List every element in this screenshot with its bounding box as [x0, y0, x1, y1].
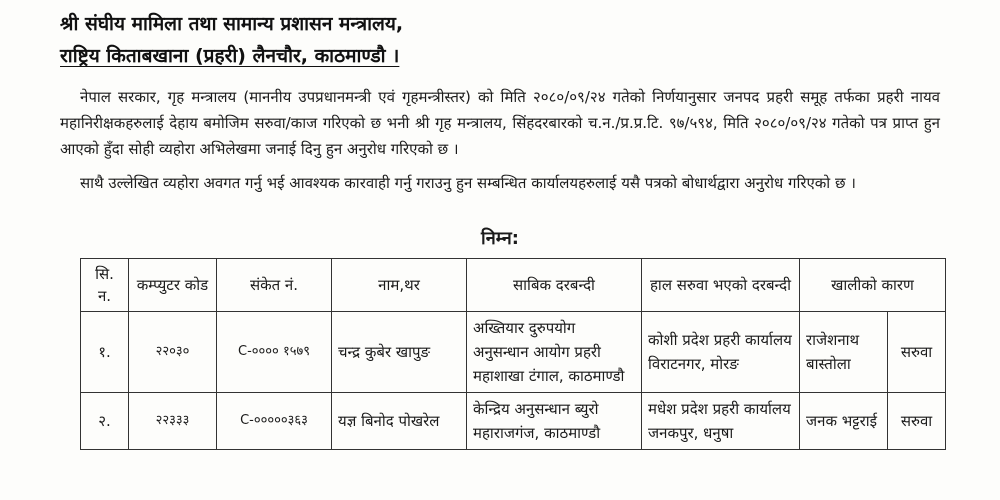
cell-computer-code: २२०३०	[129, 312, 217, 393]
header-sn: सि. न.	[81, 259, 129, 312]
header-computer-code: कम्प्युटर कोड	[129, 259, 217, 312]
header-vacancy-reason: खालीको कारण	[800, 259, 946, 312]
cell-current-transfer-post: मधेश प्रदेश प्रहरी कार्यालय जनकपुर, धनुषा	[642, 393, 800, 450]
cell-symbol-no: C-०००००३६३	[217, 393, 332, 450]
table-header-row	[81, 259, 946, 312]
header-current-transfer-post: हाल सरुवा भएको दरबन्दी	[642, 259, 800, 312]
list-heading: निम्न:	[481, 228, 519, 249]
cell-reason-name: राजेशनाथ बास्तोला	[800, 312, 888, 393]
table-row	[81, 312, 946, 393]
header-name: नाम,थर	[332, 259, 467, 312]
cell-name: चन्द्र कुबेर खापुङ	[332, 312, 467, 393]
cell-reason-name: जनक भट्टराई	[800, 393, 888, 450]
header-symbol-no: संकेत नं.	[217, 259, 332, 312]
cell-computer-code: २२३३३	[129, 393, 217, 450]
cell-reason-type: सरुवा	[888, 312, 946, 393]
cell-symbol-no: C-०००० १५७९	[217, 312, 332, 393]
letter-paragraph-1: नेपाल सरकार, गृह मन्त्रालय (माननीय उपप्रधानमन्त्री एवं गृहमन्त्रीस्तर) को मिति २०८०/०९/२४ गतेको निर्णयानुसार जनपद प्रहरी समूह तर्फका प्रहरी नायव महानिरीक्षकहरुलाई देहाय बमोजिम सरुवा/काज गरिएको छ भनी श्री गृह मन्त्रालय, सिंहदरबारको च.न./प्र.प्र.टि. ९७/५९४, मिति २०८०/०९/२४ गतेको पत्र प्राप्त हुन आएको हुँदा सोही व्यहोरा अभिलेखमा जनाई दिनु हुन अनुरोध गरिएको छ ।	[60, 88, 940, 158]
transfer-table	[80, 258, 946, 450]
cell-previous-post: अख्तियार दुरुपयोग अनुसन्धान आयोग प्रहरी महाशाखा टंगाल, काठमाण्डौ	[467, 312, 642, 393]
letter-paragraph-2: साथै उल्लेखित व्यहोरा अवगत गर्नु भई आवश्यक कारवाही गर्नु गराउनु हुन सम्बन्धित कार्यालयहरुलाई यसै पत्रको बोधार्थद्वारा अनुरोध गरिएको छ ।	[80, 174, 856, 192]
recipient-address-line2: राष्ट्रिय किताबखाना (प्रहरी) लैनचौर, काठमाण्डौ ।	[60, 45, 400, 67]
cell-previous-post: केन्द्रिय अनुसन्धान ब्युरो महाराजगंज, काठमाण्डौ	[467, 393, 642, 450]
cell-sn: २.	[81, 393, 129, 450]
cell-current-transfer-post: कोशी प्रदेश प्रहरी कार्यालय विराटनगर, मोरङ	[642, 312, 800, 393]
recipient-address-line1: श्री संघीय मामिला तथा सामान्य प्रशासन मन्त्रालय,	[60, 13, 404, 35]
cell-sn: १.	[81, 312, 129, 393]
header-previous-post: साबिक दरबन्दी	[467, 259, 642, 312]
cell-name: यज्ञ बिनोद पोखरेल	[332, 393, 467, 450]
cell-reason-type: सरुवा	[888, 393, 946, 450]
table-row	[81, 393, 946, 450]
